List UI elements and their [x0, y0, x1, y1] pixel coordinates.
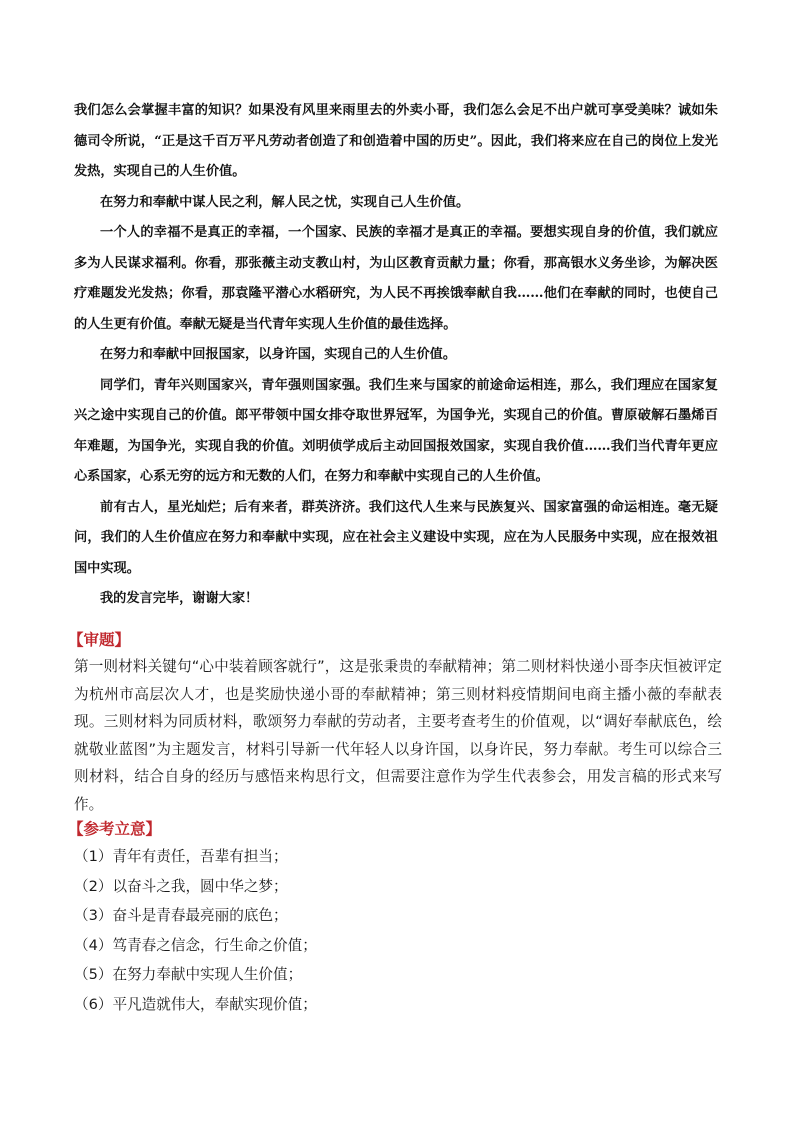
essay-paragraph: 我们怎么会掌握丰富的知识？如果没有风里来雨里去的外卖小哥，我们怎么会足不出户就可享受美味？诚如朱德司令所说，“正是这千百万平凡劳动者创造了和创造着中国的历史”。因此，我们将来应在自己的岗位上发光发热，实现自己的人生价值。 — [74, 103, 718, 179]
essay-paragraph: 一个人的幸福不是真正的幸福，一个国家、民族的幸福才是真正的幸福。要想实现自身的价值，我们就应多为人民谋求福利。你看，那张薇主动支教山村，为山区教育贡献力量；你看，那高银水义务坐诊，为解决医疗难题发光发热；你看，那袁隆平潜心水稻研究，为人民不再挨饿奉献自我……他们在奉献的同时，也使自己的人生更有价值。奉献无疑是当代青年实现人生价值的最佳选择。 — [74, 225, 718, 332]
essay-body — [74, 96, 718, 615]
list-item: （6）平凡造就伟大，奉献实现价值； — [74, 995, 317, 1013]
ideas-section — [68, 816, 722, 1019]
ideas-heading: 【参考立意】 — [68, 820, 162, 838]
review-text: 第一则材料关键句“心中装着顾客就行”，这是张秉贵的奉献精神；第二则材料快递小哥李庆恒被评定为杭州市高层次人才，也是奖励快递小哥的奉献精神；第三则材料疫情期间电商主播小薇的奉献表现。三则材料为同质材料，歌颂努力奉献的劳动者，主要考查考生的价值观，以“调好奉献底色，绘就敬业蓝图”为主题发言，材料引导新一代年轻人以身许国，以身许民，努力奉献。考生可以综合三则材料，结合自身的经历与感悟来构思行文，但需要注意作为学生代表参会，用发言稿的形式来写作。 — [74, 658, 722, 813]
list-item: （4）笃青春之信念，行生命之价值； — [74, 936, 317, 954]
essay-paragraph: 在努力和奉献中谋人民之利，解人民之忧，实现自己人生价值。 — [100, 194, 470, 210]
list-item: （2）以奋斗之我，圆中华之梦； — [74, 877, 288, 895]
list-item: （1）青年有责任，吾辈有担当； — [74, 848, 288, 865]
essay-paragraph: 在努力和奉献中回报国家，以身许国，实现自己的人生价值。 — [100, 347, 457, 362]
essay-paragraph: 前有古人，星光灿烂；后有来者，群英济济。我们这代人生来与民族复兴、国家富强的命运相连。毫无疑问，我们的人生价值应在努力和奉献中实现，应在社会主义建设中实现，应在为人民服务中实现，应在报效祖国中实现。 — [74, 499, 718, 576]
review-heading: 【审题】 — [68, 631, 131, 649]
essay-paragraph: 同学们，青年兴则国家兴，青年强则国家强。我们生来与国家的前途命运相连，那么，我们理应在国家复兴之途中实现自己的价值。郎平带领中国女排夺取世界冠军，为国争光，实现自己的价值。曹原破解石墨烯百年难题，为国争光，实现自我的价值。刘明侦学成后主动回国报效国家，实现自我价值……我们当代青年更应心系国家，心系无穷的远方和无数的人们，在努力和奉献中实现自己的人生价值。 — [74, 377, 718, 484]
essay-closing: 我的发言完毕，谢谢大家！ — [100, 591, 259, 606]
list-item: （5）在努力奉献中实现人生价值； — [74, 966, 303, 983]
list-item: （3）奋斗是青春最亮丽的底色； — [74, 907, 288, 924]
ideas-list — [74, 842, 722, 1019]
review-section — [68, 627, 722, 819]
